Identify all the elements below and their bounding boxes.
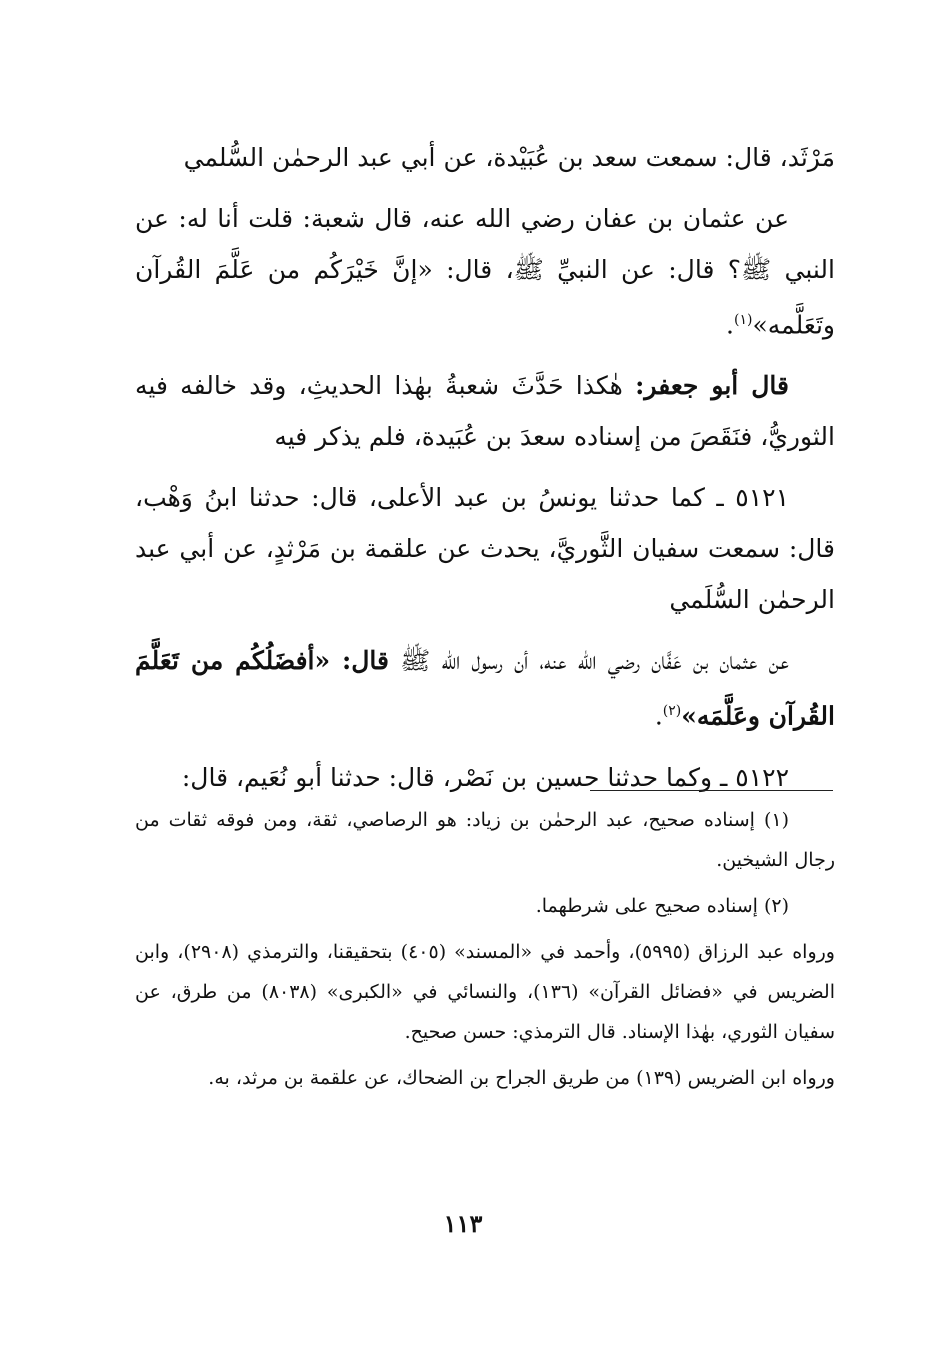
paragraph-1-text: مَرْثَد، قال: سمعت سعد بن عُبَيْدة، عن أبي عبد الرحمٰن السُّلمي — [183, 143, 835, 172]
paragraph-5-text-b: قال: «أفضَلُكُم من تَعَلَّمَ القُرآن وعَلَّمَه» — [135, 646, 835, 731]
main-text — [135, 132, 835, 803]
paragraph-3-text: هٰكذا حَدَّثَ شعبةُ بهٰذا الحديثِ، وقد خالفه فيه الثوريُّ، فنَقَصَ من إسناده سعدَ بن عُبَيدة، فلم يذكر فيه — [135, 371, 835, 452]
paragraph-2: عن عثمان بن عفان رضي الله عنه، قال شعبة: قلت أنا له: عن النبي ﷺ؟ قال: عن النبيِّ ﷺ، قال: «إنَّ خَيْرَكُم من عَلَّمَ القُرآن وتَعَلَّمه»$^{(١)}$. — [135, 204, 835, 340]
paragraph-5-text-a: عن عثمان بن عَفَّان رضي الله عنه، أن رسول الله ﷺ — [400, 646, 789, 676]
paragraph-3-lead: قال أبو جعفر: — [635, 371, 789, 401]
paragraph-4 — [135, 472, 835, 625]
footnote-2: (٢) إسناده صحيح على شرطهما. — [535, 895, 789, 917]
footnotes — [135, 800, 835, 1098]
paragraph-1 — [135, 132, 835, 183]
footnote-ref-1: (١) — [734, 312, 753, 328]
paragraph-6-text: ٥١٢٢ ـ وكما حدثنا حسين بن نَصْر، قال: حدثنا أبو نُعَيم، قال: — [181, 762, 789, 792]
footnote-separator — [590, 790, 833, 791]
page-number: ١١٣ — [443, 1209, 483, 1238]
paragraph-3 — [135, 360, 835, 462]
paragraph-5: عن عثمان بن عَفَّان رضي الله عنه، أن رسول الله ﷺ قال: «أفضَلُكُم من تَعَلَّمَ القُرآن وعَلَّمَه»$^{(٢)}$. — [135, 646, 835, 731]
paragraph-6 — [135, 752, 835, 803]
footnote-ref-2: (٢) — [662, 703, 682, 720]
paragraph-2-text: عن عثمان بن عفان رضي الله عنه، قال شعبة: قلت أنا له: عن النبي ﷺ؟ قال: عن النبيِّ ﷺ، قال: «إنَّ خَيْرَكُم من عَلَّمَ القُرآن وتَعَلَّمه» — [135, 204, 835, 340]
footnote-1: (١) إسناده صحيح، عبد الرحمٰن بن زياد: هو الرصاصي، ثقة، ومن فوقه ثقات من رجال الشيخين. — [135, 809, 835, 871]
footnote-2-extra: ورواه ابن الضريس (١٣٩) من طريق الجراح بن الضحاك، عن علقمة بن مرثد، به. — [208, 1067, 835, 1089]
footnote-2-detail: ورواه عبد الرزاق (٥٩٩٥)، وأحمد في «المسند» (٤٠٥) بتحقيقنا، والترمذي (٢٩٠٨)، وابن الضريس في «فضائل القرآن» (١٣٦)، والنسائي في «الكبرى» (٨٠٣٨) من طرق، عن سفيان الثوري، بهٰذا الإسناد. قال الترمذي: حسن صحيح. — [135, 941, 836, 1043]
paragraph-4-text: ٥١٢١ ـ كما حدثنا يونسُ بن عبد الأعلى، قال: حدثنا ابنُ وَهْب، قال: سمعت سفيان الثَّوريَّ، يحدث عن علقمة بن مَرْثدٍ، عن أبي عبد الرحمٰن السُّلَمي — [135, 483, 835, 615]
